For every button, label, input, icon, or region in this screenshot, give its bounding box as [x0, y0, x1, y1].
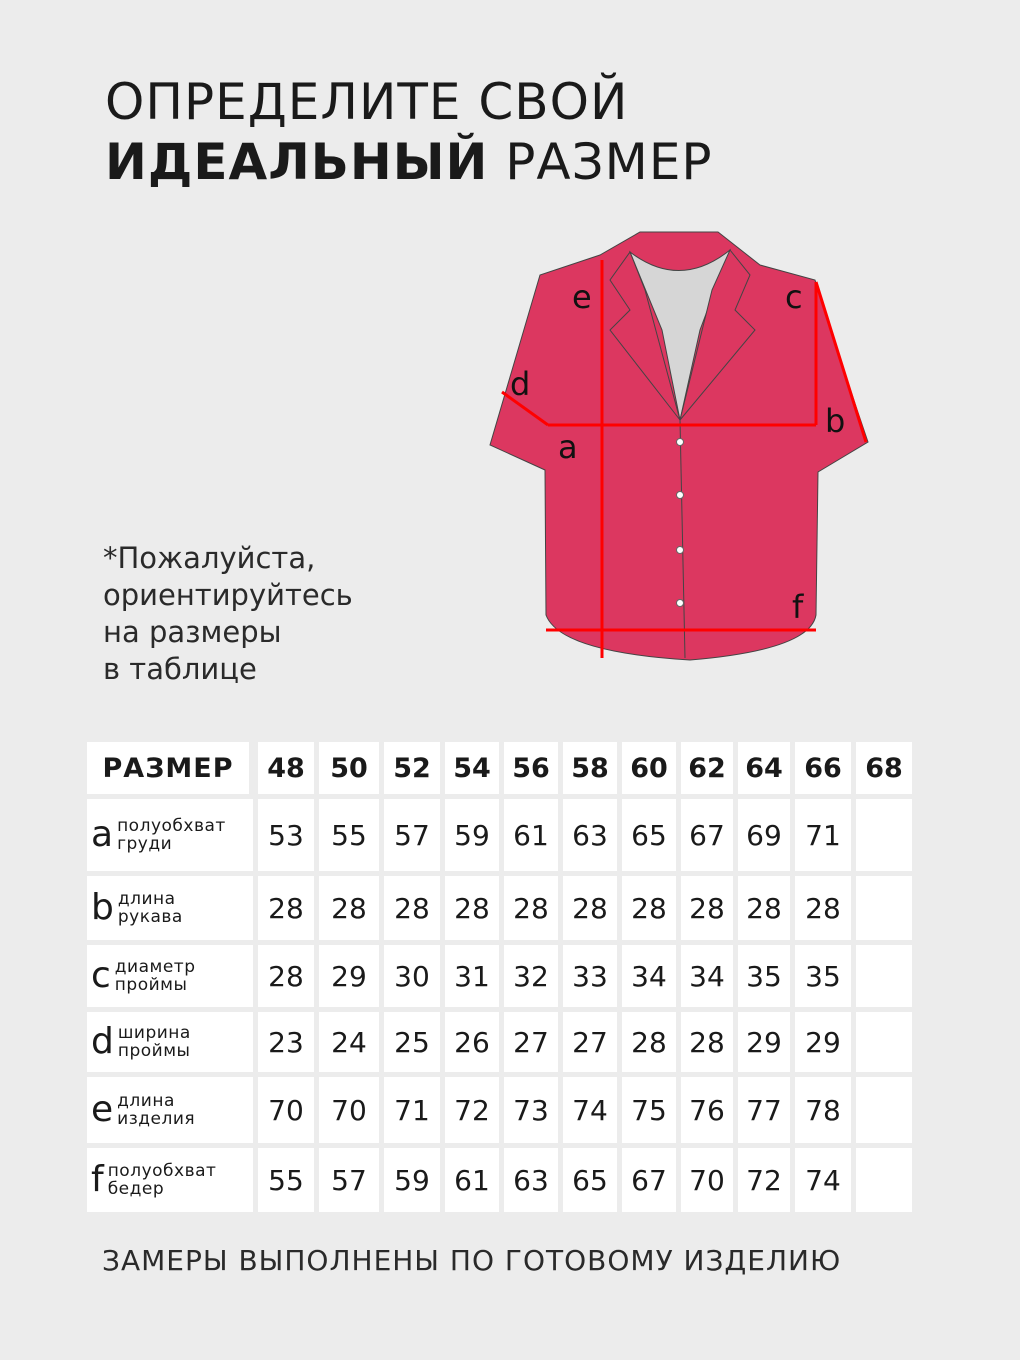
- table-cell: [856, 799, 912, 871]
- table-cell: 72: [445, 1077, 499, 1143]
- row-label-d: d ширина проймы: [87, 1012, 253, 1072]
- table-cell: 55: [319, 799, 379, 871]
- table-cell: 28: [681, 1012, 733, 1072]
- title-rest: РАЗМЕР: [488, 133, 713, 191]
- table-cell: 70: [681, 1148, 733, 1212]
- footer-note: ЗАМЕРЫ ВЫПОЛНЕНЫ ПО ГОТОВОМУ ИЗДЕЛИЮ: [102, 1244, 842, 1277]
- row-label-c: c диаметр проймы: [87, 945, 253, 1007]
- label-f: f: [792, 588, 804, 626]
- table-cell: 23: [258, 1012, 314, 1072]
- label-d: d: [510, 365, 531, 403]
- label-b: b: [825, 402, 846, 440]
- table-cell: 29: [319, 945, 379, 1007]
- table-cell: 32: [504, 945, 558, 1007]
- table-cell: 28: [563, 876, 617, 940]
- table-cell: 30: [384, 945, 440, 1007]
- table-cell: 31: [445, 945, 499, 1007]
- table-cell: 29: [795, 1012, 851, 1072]
- table-cell: 27: [563, 1012, 617, 1072]
- size-table: [87, 742, 912, 1212]
- shirt-button: [677, 439, 684, 446]
- row-label-e: e длина изделия: [87, 1077, 253, 1143]
- table-cell: 63: [563, 799, 617, 871]
- size-header: 66: [795, 742, 851, 794]
- table-cell: 28: [445, 876, 499, 940]
- table-cell: 28: [319, 876, 379, 940]
- row-label-f: f полуобхват бедер: [87, 1148, 253, 1212]
- table-cell: 28: [795, 876, 851, 940]
- table-cell: 77: [738, 1077, 790, 1143]
- size-header: 54: [445, 742, 499, 794]
- table-cell: 55: [258, 1148, 314, 1212]
- note-line: на размеры: [103, 615, 282, 649]
- table-cell: 33: [563, 945, 617, 1007]
- table-cell: 63: [504, 1148, 558, 1212]
- table-cell: [856, 1077, 912, 1143]
- title-line-1: ОПРЕДЕЛИТЕ СВОЙ: [105, 73, 629, 131]
- table-cell: 25: [384, 1012, 440, 1072]
- table-cell: [856, 945, 912, 1007]
- page-title: [105, 72, 713, 192]
- table-cell: 61: [504, 799, 558, 871]
- size-header: 62: [681, 742, 733, 794]
- table-cell: 35: [738, 945, 790, 1007]
- size-header: 64: [738, 742, 790, 794]
- table-cell: 35: [795, 945, 851, 1007]
- table-cell: 71: [795, 799, 851, 871]
- table-cell: 28: [258, 876, 314, 940]
- table-cell: 28: [622, 1012, 676, 1072]
- table-cell: 28: [738, 876, 790, 940]
- table-cell: 70: [319, 1077, 379, 1143]
- table-cell: [856, 876, 912, 940]
- table-cell: 71: [384, 1077, 440, 1143]
- table-cell: 28: [258, 945, 314, 1007]
- table-cell: 59: [445, 799, 499, 871]
- note-line: в таблице: [103, 652, 257, 686]
- table-cell: 24: [319, 1012, 379, 1072]
- shirt-button: [677, 600, 684, 607]
- table-cell: 34: [681, 945, 733, 1007]
- table-cell: 75: [622, 1077, 676, 1143]
- table-cell: 28: [622, 876, 676, 940]
- size-header: 60: [622, 742, 676, 794]
- table-cell: 28: [681, 876, 733, 940]
- shirt-diagram: [480, 220, 880, 680]
- table-cell: 70: [258, 1077, 314, 1143]
- table-cell: 34: [622, 945, 676, 1007]
- shirt-button: [677, 547, 684, 554]
- table-cell: [856, 1148, 912, 1212]
- table-cell: 65: [622, 799, 676, 871]
- row-label-a: a полуобхват груди: [87, 799, 253, 871]
- title-line-2: [105, 132, 713, 192]
- label-c: c: [785, 278, 803, 316]
- table-cell: 67: [622, 1148, 676, 1212]
- size-header: 56: [504, 742, 558, 794]
- table-header-label: РАЗМЕР: [87, 742, 249, 794]
- size-note: [103, 540, 353, 688]
- table-cell: 29: [738, 1012, 790, 1072]
- table-cell: 69: [738, 799, 790, 871]
- table-cell: 28: [504, 876, 558, 940]
- table-cell: [856, 1012, 912, 1072]
- table-cell: 53: [258, 799, 314, 871]
- label-e: e: [572, 278, 592, 316]
- size-header: 48: [258, 742, 314, 794]
- table-cell: 61: [445, 1148, 499, 1212]
- size-header: 50: [319, 742, 379, 794]
- size-header: 52: [384, 742, 440, 794]
- size-header: 68: [856, 742, 912, 794]
- note-line: ориентируйтесь: [103, 578, 353, 612]
- note-line: *Пожалуйста,: [103, 541, 316, 575]
- table-cell: 65: [563, 1148, 617, 1212]
- table-cell: 74: [563, 1077, 617, 1143]
- table-cell: 72: [738, 1148, 790, 1212]
- row-label-b: b длина рукава: [87, 876, 253, 940]
- table-cell: 78: [795, 1077, 851, 1143]
- table-cell: 27: [504, 1012, 558, 1072]
- table-cell: 28: [384, 876, 440, 940]
- label-a: a: [558, 428, 578, 466]
- table-cell: 67: [681, 799, 733, 871]
- table-cell: 26: [445, 1012, 499, 1072]
- table-cell: 74: [795, 1148, 851, 1212]
- size-header: 58: [563, 742, 617, 794]
- table-cell: 73: [504, 1077, 558, 1143]
- table-cell: 59: [384, 1148, 440, 1212]
- table-cell: 76: [681, 1077, 733, 1143]
- title-bold-word: ИДЕАЛЬНЫЙ: [105, 133, 489, 191]
- shirt-button: [677, 492, 684, 499]
- table-cell: 57: [384, 799, 440, 871]
- table-cell: 57: [319, 1148, 379, 1212]
